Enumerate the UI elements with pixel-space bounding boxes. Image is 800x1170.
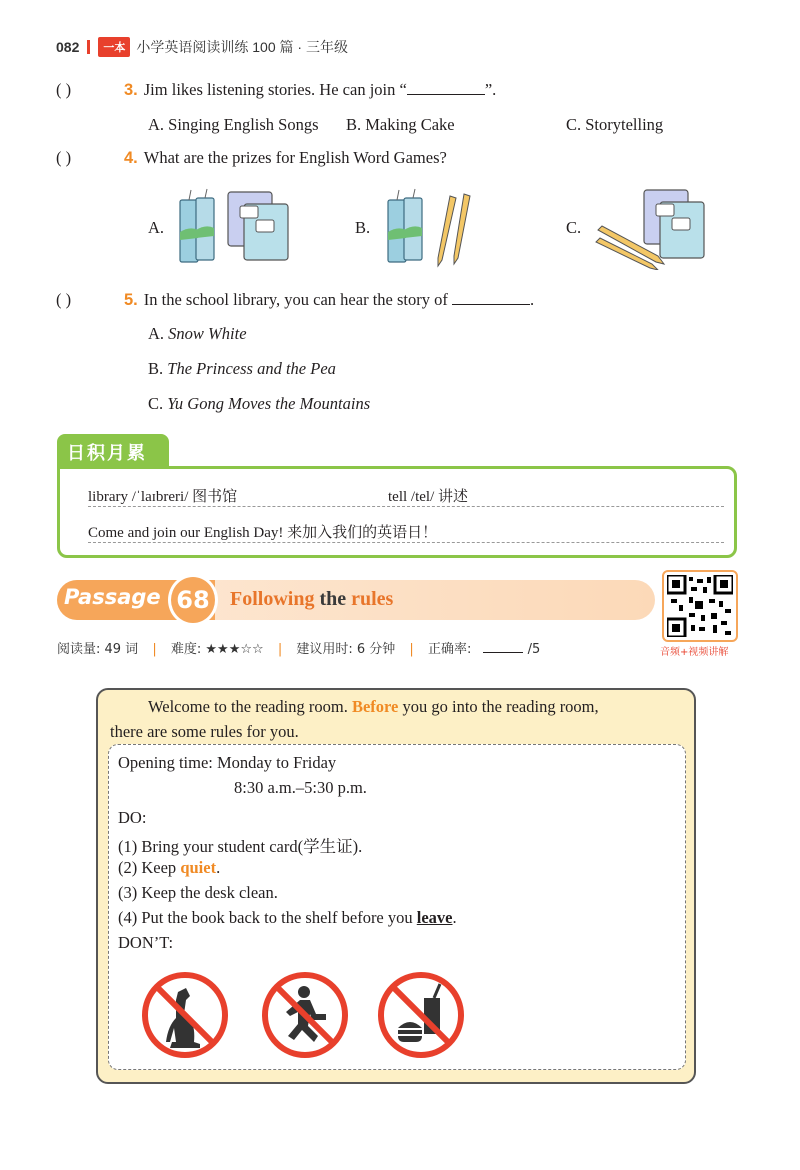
q4-option-c-label[interactable]: C. [566,218,582,237]
rule-2 [118,858,220,878]
vocab-tell: tell /tel/ 讲述 [388,489,468,505]
opening-hours: 8:30 a.m.–5:30 p.m. [234,778,367,797]
option-letter: A. [148,324,165,343]
intro-text: you go into the reading room, [402,697,599,716]
meta-separator: | [277,642,283,657]
q3-option-b[interactable]: B. Making Cake [346,115,455,134]
answer-blank[interactable] [407,81,485,95]
vocab-library: library /ˈlaɪbreri/ 图书馆 [88,489,238,505]
difficulty-stars: ★★★☆☆ [205,642,264,657]
rule-text: (2) Keep [118,858,177,877]
question-number: 4. [124,149,138,167]
question-text: In the school library, you can hear the story of [143,290,448,309]
keyword-before: Before [351,697,399,716]
accumulate-title: 日积月累 [57,434,169,468]
difficulty-label: 难度: [170,642,202,657]
q4-option-a-label[interactable]: A. [148,218,165,237]
no-dogs-sign-icon [140,970,230,1060]
title-word: the [319,588,347,610]
option-letter: C. [148,394,164,413]
accumulate-line-2: Come and join our English Day! 来加入我们的英语日！ [88,515,724,543]
accuracy-label: 正确率: [427,642,472,657]
passage-title [230,588,393,611]
accumulate-line-1 [88,479,724,507]
brand-badge: 一本 [98,37,130,57]
answer-blank[interactable] [452,291,530,305]
question-5 [56,290,534,310]
question-number: 5. [124,291,138,309]
passage-meta [57,638,540,657]
question-text: Jim likes listening stories. He can join “ [143,80,407,99]
notice-intro [110,694,690,744]
qr-code[interactable] [662,570,738,642]
q4-option-b-label[interactable]: B. [355,218,371,237]
header-divider [87,40,90,54]
option-text: Yu Gong Moves the Mountains [167,394,371,413]
meta-separator: | [152,642,157,657]
rule-text: (4) Put the book back to the shelf before you [118,908,413,927]
question-4 [56,148,447,168]
keyword-quiet: quiet [180,858,217,877]
accuracy-total: /5 [527,642,541,657]
accuracy-blank[interactable] [483,639,523,653]
rule-1: (1) Bring your student card(学生证). [118,837,363,856]
passage-label: Passage [64,585,161,609]
q5-option-c[interactable] [148,394,370,414]
intro-text: Welcome to the reading room. [148,697,348,716]
rule-3: (3) Keep the desk clean. [118,883,278,902]
no-running-sign-icon [260,970,350,1060]
q3-option-a[interactable]: A. Singing English Songs [148,115,319,134]
option-text: Snow White [168,324,247,343]
question-number: 3. [124,81,138,99]
rule-4 [118,908,457,928]
question-text-end: ”. [484,80,497,99]
answer-paren[interactable]: ( ) [56,290,72,309]
passage-number: 68 [168,574,218,626]
rule-text: . [452,908,457,927]
suggested-time: 建议用时: 6 分钟 [296,642,396,657]
title-word: Following [230,588,315,610]
q3-option-c[interactable]: C. Storytelling [566,115,664,134]
no-food-drink-sign-icon [376,970,466,1060]
notebooks-and-pencils-icon [594,186,714,270]
question-text: What are the prizes for English Word Games? [143,148,447,167]
option-text: The Princess and the Pea [167,359,336,378]
opening-time: Opening time: Monday to Friday [118,753,337,772]
accumulate-box [57,466,737,558]
bookmarks-and-pencils-icon [384,188,484,268]
rule-text: . [216,858,221,877]
question-text-end: . [529,290,535,309]
dont-label: DON’T: [118,933,174,952]
page-number: 082 [56,39,80,55]
q5-option-a[interactable] [148,324,247,344]
qr-caption: 音频+视频讲解 [660,647,729,658]
intro-text: there are some rules for you. [110,722,299,741]
option-letter: B. [148,359,164,378]
page-header [56,36,348,58]
meta-separator: | [409,642,414,657]
word-count: 阅读量: 49 词 [57,642,139,657]
bookmarks-and-notebooks-icon [176,188,296,268]
title-word: rules [351,588,394,610]
book-title: 小学英语阅读训练 100 篇 · 三年级 [136,39,348,55]
keyword-leave: leave [416,908,453,927]
do-label: DO: [118,808,147,827]
answer-paren[interactable]: ( ) [56,148,72,167]
qr-code-icon [667,575,733,637]
q5-option-b[interactable] [148,359,336,379]
answer-paren[interactable]: ( ) [56,80,72,99]
question-3 [56,80,496,100]
